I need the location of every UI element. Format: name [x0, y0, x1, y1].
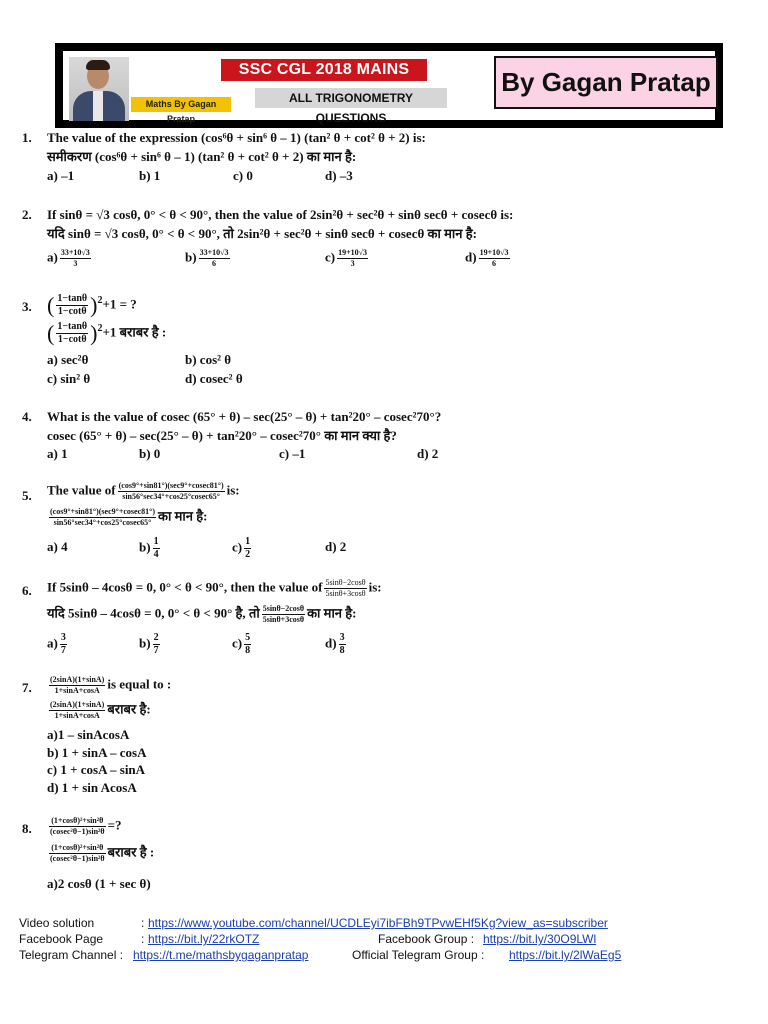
option-a: a)2 cosθ (1 + sec θ)	[47, 876, 151, 891]
question-expression-en: $\frac{(2\sin A)(1+\sin A)}{1+\sin A+\cos A}$ is equal to :	[50, 675, 172, 695]
question-number: 5.	[22, 488, 32, 503]
option-a: a) $\frac{3}{7}$	[47, 632, 66, 656]
question-number: 8.	[22, 821, 32, 836]
options-q4	[47, 446, 647, 464]
question-text-hi: यदि sinθ = √3 cosθ, 0° < θ < 90°, तो 2sin²θ + sec²θ + sinθ secθ + cosecθ का मान है:	[47, 226, 477, 241]
banner-inner	[63, 51, 715, 125]
options-q2	[47, 248, 647, 274]
option-b: b) 1 + sinA – cosA	[47, 745, 147, 760]
footer-colon: :	[141, 916, 145, 930]
option-b: b) 0	[139, 446, 161, 461]
option-a: a) 4	[47, 539, 68, 554]
options-q6	[47, 632, 647, 658]
question-number: 3.	[22, 299, 32, 314]
footer-colon: :	[141, 932, 145, 946]
option-b: b) $\frac{33+10√3}{6}$	[185, 248, 229, 268]
options-q5	[47, 536, 647, 562]
question-expression-hi: ( $\frac{1-\tan\theta}{1-\cot\theta}$ )$^2$+1 बराबर है :	[47, 320, 167, 346]
options-q1	[47, 168, 647, 186]
question-expression-hi: $\frac{\text{(1+cosθ)²+sin²θ}}{\text{(cosec²θ−1)sin²θ}}$ बराबर है :	[50, 843, 155, 863]
facebook-group-link[interactable]: https://bit.ly/30O9LWl	[483, 932, 597, 946]
option-d: d) 2	[417, 446, 439, 461]
option-a: a) –1	[47, 168, 75, 183]
option-c: c) –1	[279, 446, 306, 461]
option-a: a)1 – sinAcosA	[47, 727, 130, 742]
option-c: c) sin² θ	[47, 371, 91, 386]
option-b: b) cos² θ	[185, 352, 232, 367]
telegram-group-label: Official Telegram Group :	[352, 948, 485, 962]
question-7	[22, 675, 422, 725]
facebook-group-label: Facebook Group :	[378, 932, 475, 946]
option-d: d) $\frac{3}{8}$	[325, 632, 345, 656]
question-text-hi: समीकरण (cos⁶θ + sin⁶ θ – 1) (tan² θ + cot² θ + 2) का मान है:	[47, 149, 357, 164]
facebook-page-link[interactable]: https://bit.ly/22rkOTZ	[148, 932, 260, 946]
option-d: d) –3	[325, 168, 353, 183]
question-number: 2.	[22, 207, 32, 222]
question-number: 1.	[22, 130, 32, 145]
question-expression-hi: यदि 5sinθ – 4cosθ = 0, 0° < θ < 90° है, तो $\frac{5\sin\theta-2\cos\theta}{5\sin\theta+3\cos\theta}$ का मान है:	[47, 604, 357, 624]
options-q7	[47, 727, 647, 799]
question-expression-en: $\frac{\text{(1+cosθ)²+sin²θ}}{\text{(cosec²θ−1)sin²θ}}$ =?	[50, 816, 122, 836]
question-expression-en: ( $\frac{1-\tan\theta}{1-\cot\theta}$ )$^2$+1 = ?	[47, 292, 137, 318]
option-c: c) 1 + cosA – sinA	[47, 762, 146, 777]
question-number: 6.	[22, 583, 32, 598]
option-a: a) $\frac{33+10√3}{3}$	[47, 248, 90, 268]
telegram-channel-label: Telegram Channel :	[19, 948, 124, 962]
telegram-group-link[interactable]: https://bit.ly/2lWaEg5	[509, 948, 622, 962]
option-a: a) sec²θ	[47, 352, 89, 367]
exam-title: SSC CGL 2018 MAINS	[221, 59, 427, 81]
option-c: c) $\frac{5}{8}$	[232, 632, 251, 656]
option-d: d) 2	[325, 539, 347, 554]
author-photo	[69, 57, 129, 121]
option-b: b) $\frac{2}{7}$	[139, 632, 159, 656]
video-solution-label: Video solution	[19, 916, 95, 930]
option-d: d) $\frac{19+10√3}{6}$	[465, 248, 509, 268]
question-expression-en: The value of $\frac{(\cos 9^\circ+\sin 81^\circ)(\sec 9^\circ+cosec81^\circ)}{\sin 56^\circ\sec 34^\circ+\cos 25^\circ cosec65^\circ}$ is:	[47, 481, 240, 501]
author-name: By Gagan Pratap	[494, 56, 718, 109]
telegram-channel-link[interactable]: https://t.me/mathsbygaganpratap	[133, 948, 309, 962]
channel-tag: Maths By Gagan Pratap	[131, 97, 231, 112]
option-b: b) 1	[139, 168, 161, 183]
question-8	[22, 816, 422, 872]
option-b: b) $\frac{1}{4}$	[139, 536, 159, 560]
options-q8	[47, 876, 647, 894]
question-5	[22, 481, 422, 531]
question-text-en: The value of the expression (cos⁶θ + sin⁶ θ – 1) (tan² θ + cot² θ + 2) is:	[47, 130, 426, 145]
option-c: c) $\frac{19+10√3}{3}$	[325, 248, 368, 268]
question-number: 4.	[22, 409, 32, 424]
question-expression-hi: $\frac{(2\sin A)(1+\sin A)}{1+\sin A+\cos A}$ बराबर है:	[50, 700, 151, 720]
question-expression-hi: $\frac{(\cos 9^\circ+\sin 81^\circ)(\sec 9^\circ+cosec81^\circ)}{\sin 56^\circ\sec 34^\circ+\cos 25^\circ cosec65^\circ}$ का मान है:	[50, 507, 208, 527]
option-a: a) 1	[47, 446, 68, 461]
option-c: c) 0	[233, 168, 253, 183]
question-2	[22, 206, 742, 246]
options-q3	[47, 352, 647, 390]
question-4	[22, 408, 742, 448]
option-c: c) $\frac{1}{2}$	[232, 536, 251, 560]
question-expression-en: If 5sinθ – 4cosθ = 0, 0° < θ < 90°, then the value of $\frac{5\sin\theta-2\cos\theta}{5\sin\theta+3\cos\theta}$ is:	[47, 578, 382, 598]
header-banner	[55, 43, 723, 128]
video-solution-link[interactable]: https://www.youtube.com/channel/UCDLEyi7ibFBh9TPvwEHf5Kg?view_as=subscriber	[148, 916, 608, 930]
question-text-en: What is the value of cosec (65° + θ) – sec(25° – θ) + tan²20° – cosec²70°?	[47, 409, 442, 424]
question-text-en: If sinθ = √3 cosθ, 0° < θ < 90°, then the value of 2sin²θ + sec²θ + sinθ secθ + cosecθ is:	[47, 207, 514, 222]
topic-subtitle: ALL TRIGONOMETRY QUESTIONS	[255, 88, 447, 108]
question-number: 7.	[22, 680, 32, 695]
option-d: d) cosec² θ	[185, 371, 243, 386]
facebook-page-label: Facebook Page	[19, 932, 104, 946]
question-text-hi: cosec (65° + θ) – sec(25° – θ) + tan²20° – cosec²70° का मान क्या है?	[47, 428, 397, 443]
option-d: d) 1 + sin AcosA	[47, 780, 137, 795]
question-3	[22, 292, 422, 352]
question-6	[22, 578, 742, 628]
